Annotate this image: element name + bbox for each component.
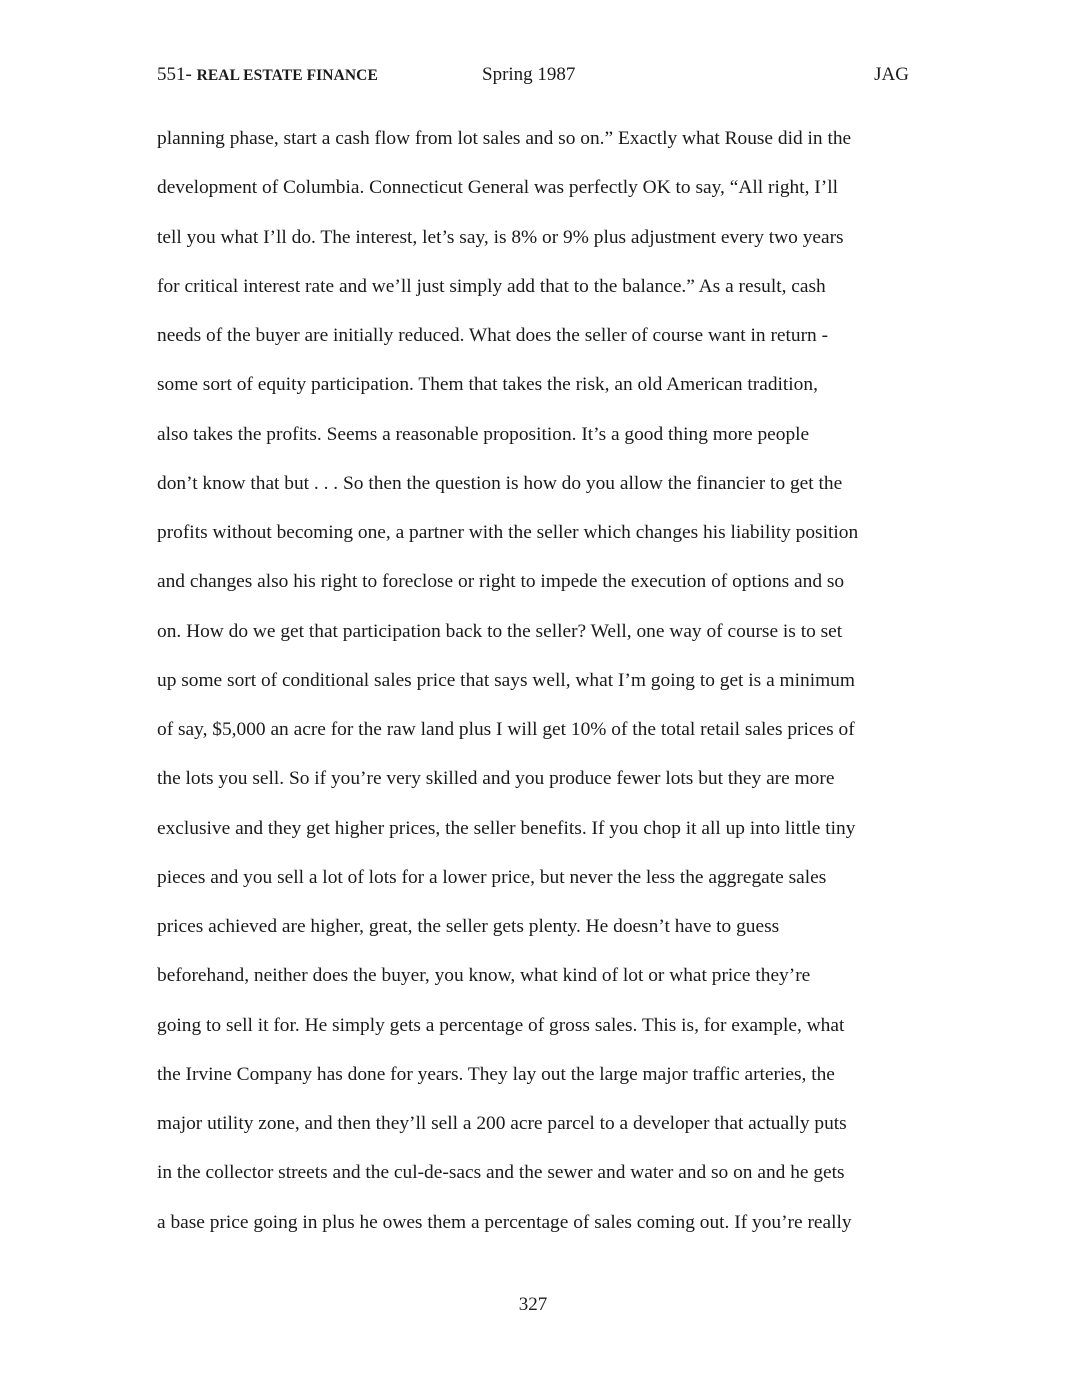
text-line: planning phase, start a cash flow from lot sales and so on.” Exactly what Rouse did in the [157, 128, 852, 149]
text-line: don’t know that but . . . So then the question is how do you allow the financier to get the [157, 472, 843, 494]
text-line: needs of the buyer are initially reduced. What does the seller of course want in return - [157, 325, 829, 346]
transcript-body [157, 126, 917, 1259]
text-line: profits without becoming one, a partner with the seller which changes his liability position [157, 522, 859, 543]
course-number: 551- [157, 64, 192, 85]
text-line: the Irvine Company has done for years. They lay out the large major traffic arteries, the [157, 1063, 835, 1085]
text-line: development of Columbia. Connecticut General was perfectly OK to say, “All right, I’ll [157, 177, 838, 199]
term-label: Spring 1987 [482, 64, 576, 85]
text-line: the lots you sell. So if you’re very skilled and you produce fewer lots but they are more [157, 768, 835, 790]
text-line: pieces and you sell a lot of lots for a lower price, but never the less the aggregate sales [157, 866, 827, 888]
text-line: tell you what I’ll do. The interest, let’s say, is 8% or 9% plus adjustment every two years [157, 226, 844, 248]
page-number: 327 [518, 1294, 548, 1315]
text-line: some sort of equity participation. Them that takes the risk, an old American tradition, [157, 374, 818, 396]
text-line: of say, $5,000 an acre for the raw land plus I will get 10% of the total retail sales prices of [157, 719, 855, 740]
author-initials: JAG [874, 64, 909, 85]
page-header [157, 64, 909, 90]
text-line: for critical interest rate and we’ll just simply add that to the balance.” As a result, cash [157, 275, 826, 297]
text-line: going to sell it for. He simply gets a percentage of gross sales. This is, for example, what [157, 1014, 845, 1036]
text-line: also takes the profits. Seems a reasonable proposition. It’s a good thing more people [157, 423, 810, 445]
text-line: major utility zone, and then they’ll sell a 200 acre parcel to a developer that actually puts [157, 1113, 847, 1134]
course-name: REAL ESTATE FINANCE [196, 67, 378, 84]
text-line: beforehand, neither does the buyer, you know, what kind of lot or what price they’re [157, 965, 811, 987]
text-line: up some sort of conditional sales price that says well, what I’m going to get is a minimum [157, 669, 855, 691]
text-line: prices achieved are higher, great, the seller gets plenty. He doesn’t have to guess [157, 916, 780, 937]
course-title [157, 64, 378, 86]
text-line: exclusive and they get higher prices, the seller benefits. If you chop it all up into little tiny [157, 817, 856, 839]
text-line: and changes also his right to foreclose or right to impede the execution of options and so [157, 571, 845, 593]
text-line: a base price going in plus he owes them a percentage of sales coming out. If you’re really [157, 1211, 852, 1233]
text-line: in the collector streets and the cul-de-sacs and the sewer and water and so on and he gets [157, 1162, 845, 1184]
text-line: on. How do we get that participation back to the seller? Well, one way of course is to set [157, 620, 843, 642]
